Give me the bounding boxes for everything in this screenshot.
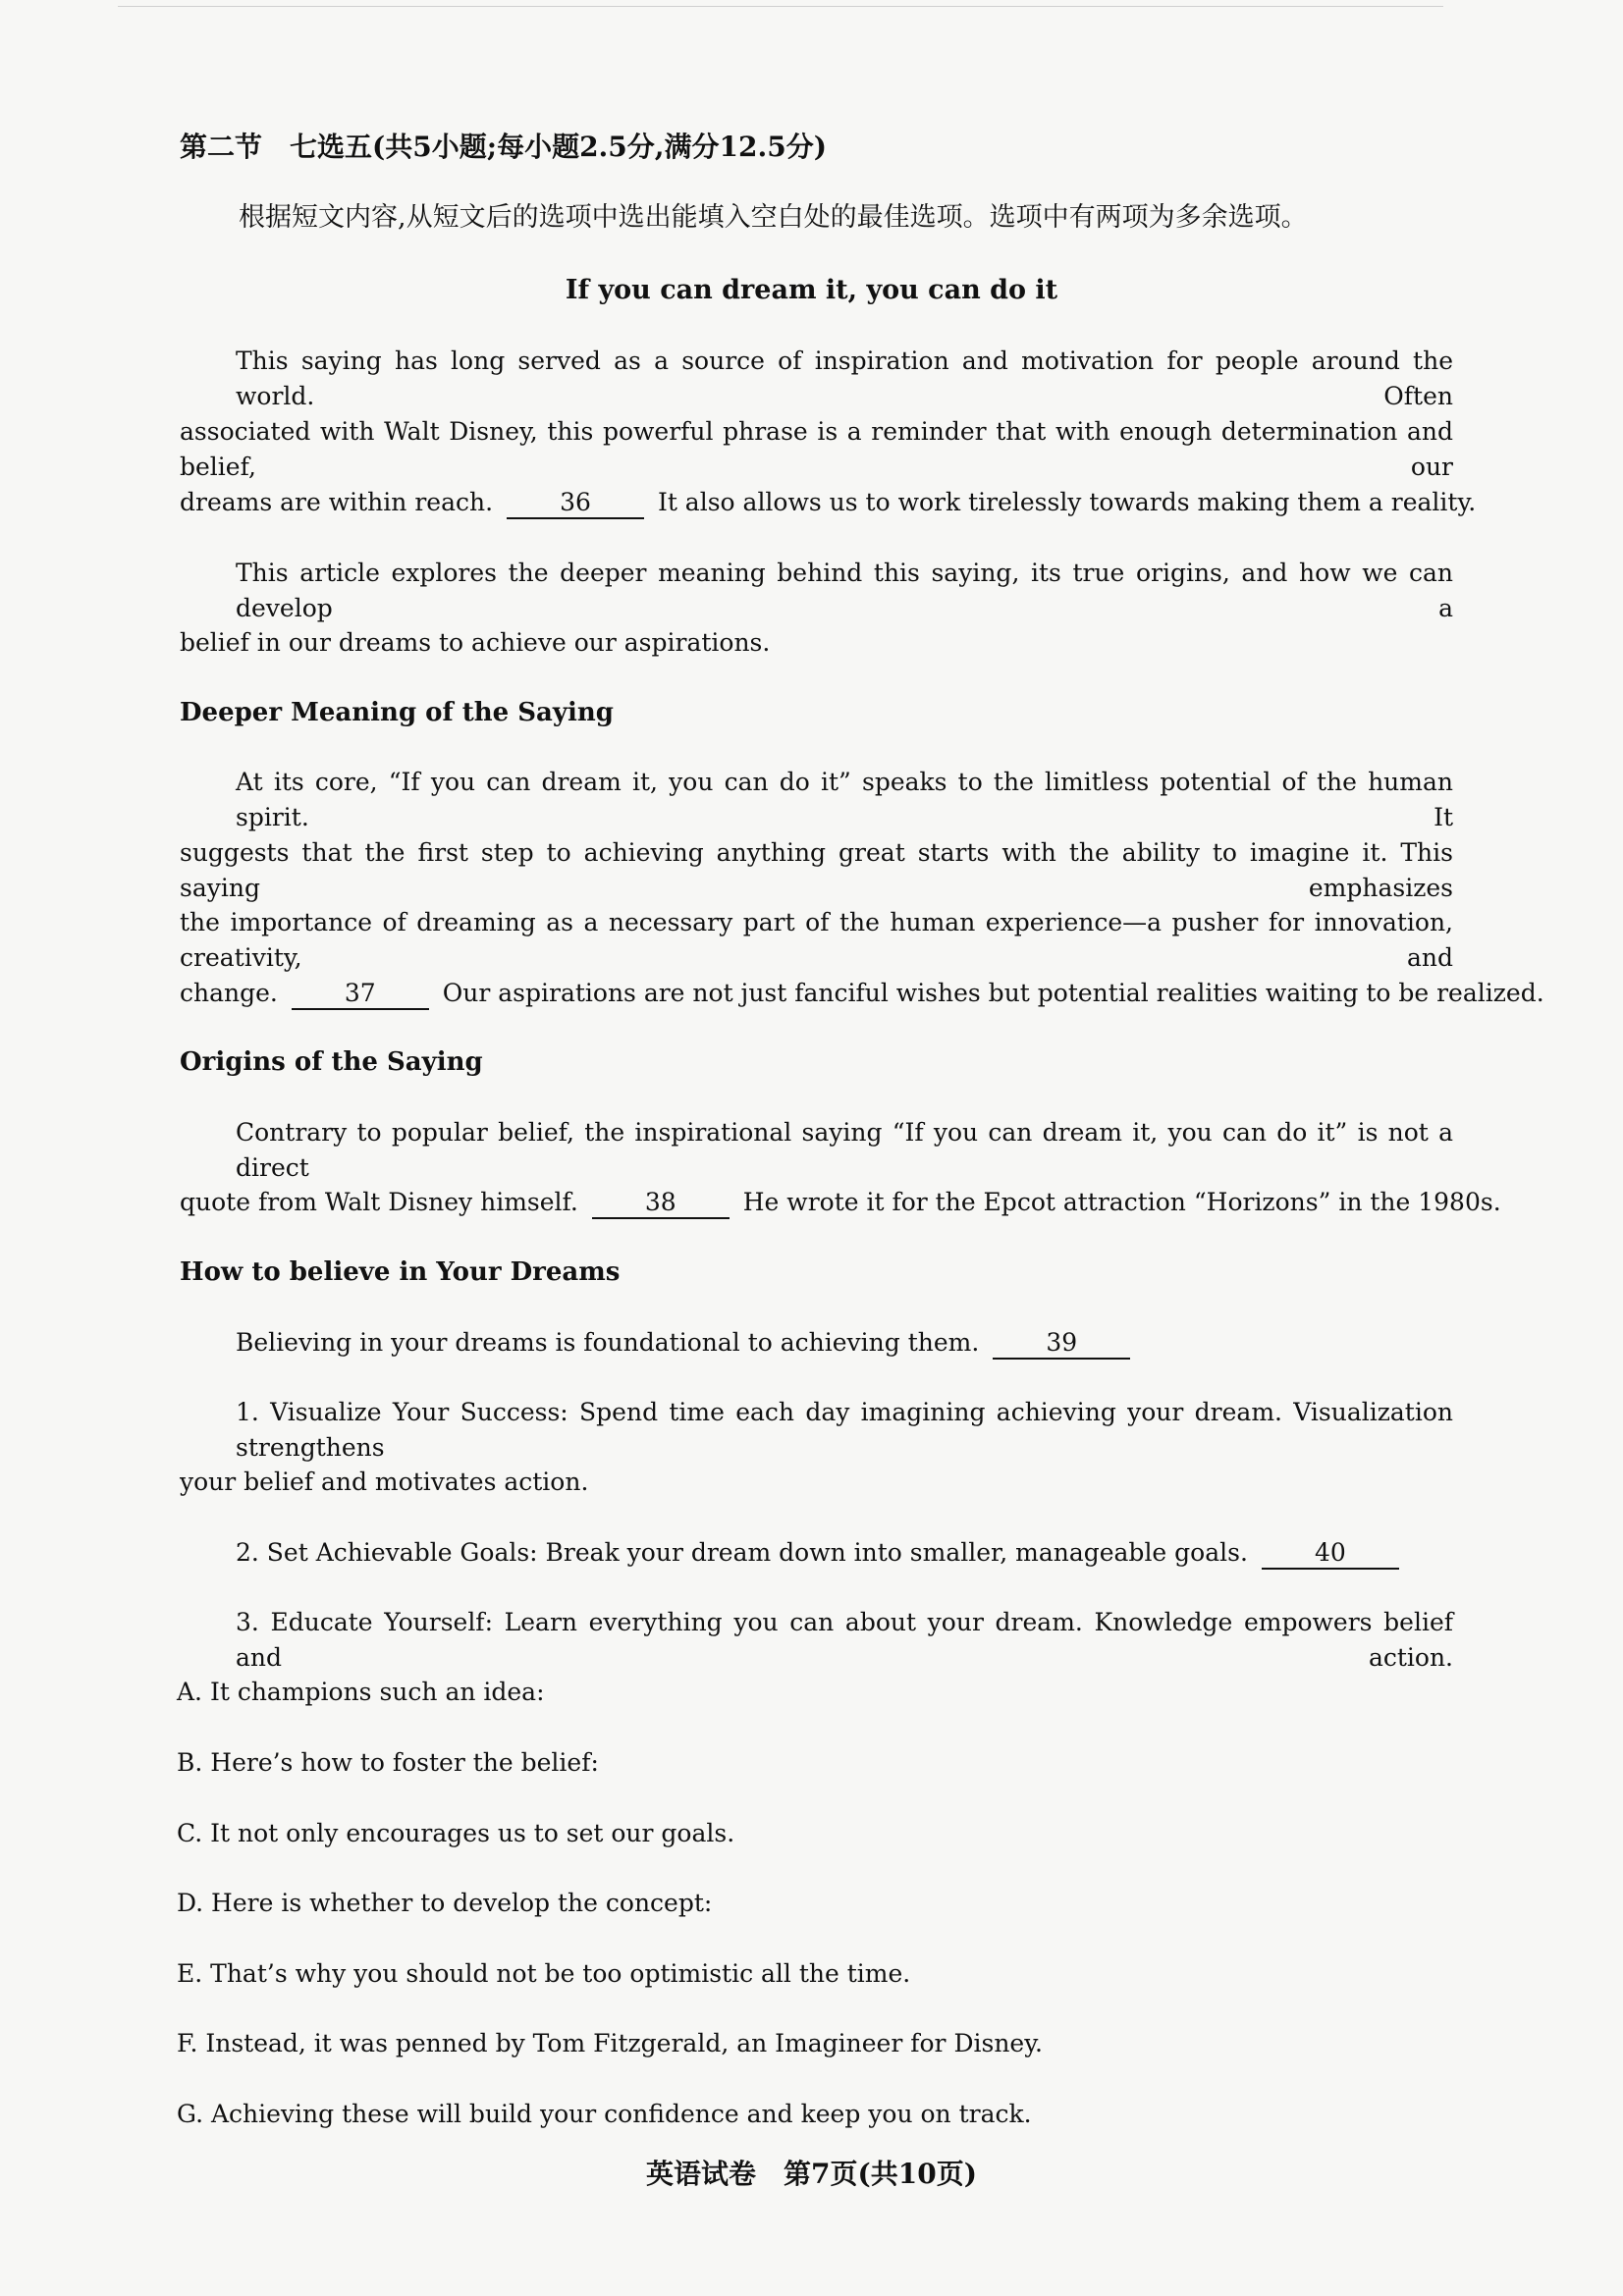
p3-line1: At its core, “If you can dream it, you can do it” speaks to the limitless potential of the human spirit. It [236, 768, 1453, 831]
option-a[interactable]: A. It champions such an idea: [177, 1678, 545, 1706]
p2-line2: belief in our dreams to achieve our aspirations. [180, 628, 771, 657]
option-e[interactable]: E. That’s why you should not be too optimistic all the time. [177, 1959, 911, 1988]
p1-line2: associated with Walt Disney, this powerful phrase is a reminder that with enough determination and belief, our [180, 417, 1453, 481]
blank-39[interactable]: 39 [993, 1328, 1130, 1360]
blank-40[interactable]: 40 [1262, 1538, 1399, 1570]
p5-pre: Believing in your dreams is foundational to achieving them. [236, 1328, 980, 1357]
passage-title: If you can dream it, you can do it [565, 275, 1058, 305]
blank-38[interactable]: 38 [592, 1188, 730, 1219]
p3-line4-post: Our aspirations are not just fanciful wishes but potential realities waiting to be realized. [442, 979, 1544, 1007]
p4-line2-pre: quote from Walt Disney himself. [180, 1188, 578, 1216]
blank-37[interactable]: 37 [292, 979, 429, 1010]
p1-line3 [180, 485, 1476, 520]
p1-line3-post: It also allows us to work tirelessly towards making them a reality. [657, 488, 1477, 516]
tip1-line1: 1. Visualize Your Success: Spend time each day imagining achieving your dream. Visualization strengthens [236, 1398, 1453, 1462]
tip3-line: 3. Educate Yourself: Learn everything you can about your dream. Knowledge empowers belief and action. [236, 1608, 1453, 1672]
p1-line1: This saying has long served as a source of inspiration and motivation for people around the world. Often [236, 347, 1453, 410]
p4-line1: Contrary to popular belief, the inspirational saying “If you can dream it, you can do it” is not a direct [236, 1118, 1453, 1182]
p3-line2: suggests that the first step to achieving anything great starts with the ability to imagine it. This saying emphasizes [180, 838, 1453, 902]
option-c[interactable]: C. It not only encourages us to set our goals. [177, 1819, 735, 1847]
blank-36[interactable]: 36 [507, 488, 644, 519]
p3-line4 [180, 976, 1544, 1011]
p2-line1: This article explores the deeper meaning behind this saying, its true origins, and how we can develop a [236, 559, 1453, 622]
p1-line3-pre: dreams are within reach. [180, 488, 494, 516]
page-footer: 英语试卷 第7页(共10页) [646, 2158, 977, 2190]
option-b[interactable]: B. Here’s how to foster the belief: [177, 1748, 599, 1777]
subheading-deeper-meaning: Deeper Meaning of the Saying [180, 698, 614, 727]
p4-line2-post: He wrote it for the Epcot attraction “Horizons” in the 1980s. [742, 1188, 1501, 1216]
option-d[interactable]: D. Here is whether to develop the concept: [177, 1889, 713, 1917]
tip1-line2: your belief and motivates action. [180, 1468, 589, 1496]
section-header: 第二节 七选五(共5小题;每小题2.5分,满分12.5分) [180, 131, 827, 163]
option-g[interactable]: G. Achieving these will build your confidence and keep you on track. [177, 2100, 1032, 2128]
p3-line4-pre: change. [180, 979, 278, 1007]
top-divider [118, 6, 1443, 7]
instruction: 根据短文内容,从短文后的选项中选出能填入空白处的最佳选项。选项中有两项为多余选项。 [239, 202, 1308, 233]
subheading-origins: Origins of the Saying [180, 1047, 483, 1077]
subheading-how-to-believe: How to believe in Your Dreams [180, 1257, 621, 1287]
tip2-pre: 2. Set Achievable Goals: Break your dream down into smaller, manageable goals. [236, 1538, 1248, 1567]
option-f[interactable]: F. Instead, it was penned by Tom Fitzgerald, an Imagineer for Disney. [177, 2029, 1043, 2057]
tip2-line [236, 1535, 1405, 1571]
p4-line2 [180, 1185, 1501, 1220]
p3-line3: the importance of dreaming as a necessary part of the human experience—a pusher for innovation, creativity, and [180, 908, 1453, 972]
p5-line [236, 1325, 1136, 1361]
